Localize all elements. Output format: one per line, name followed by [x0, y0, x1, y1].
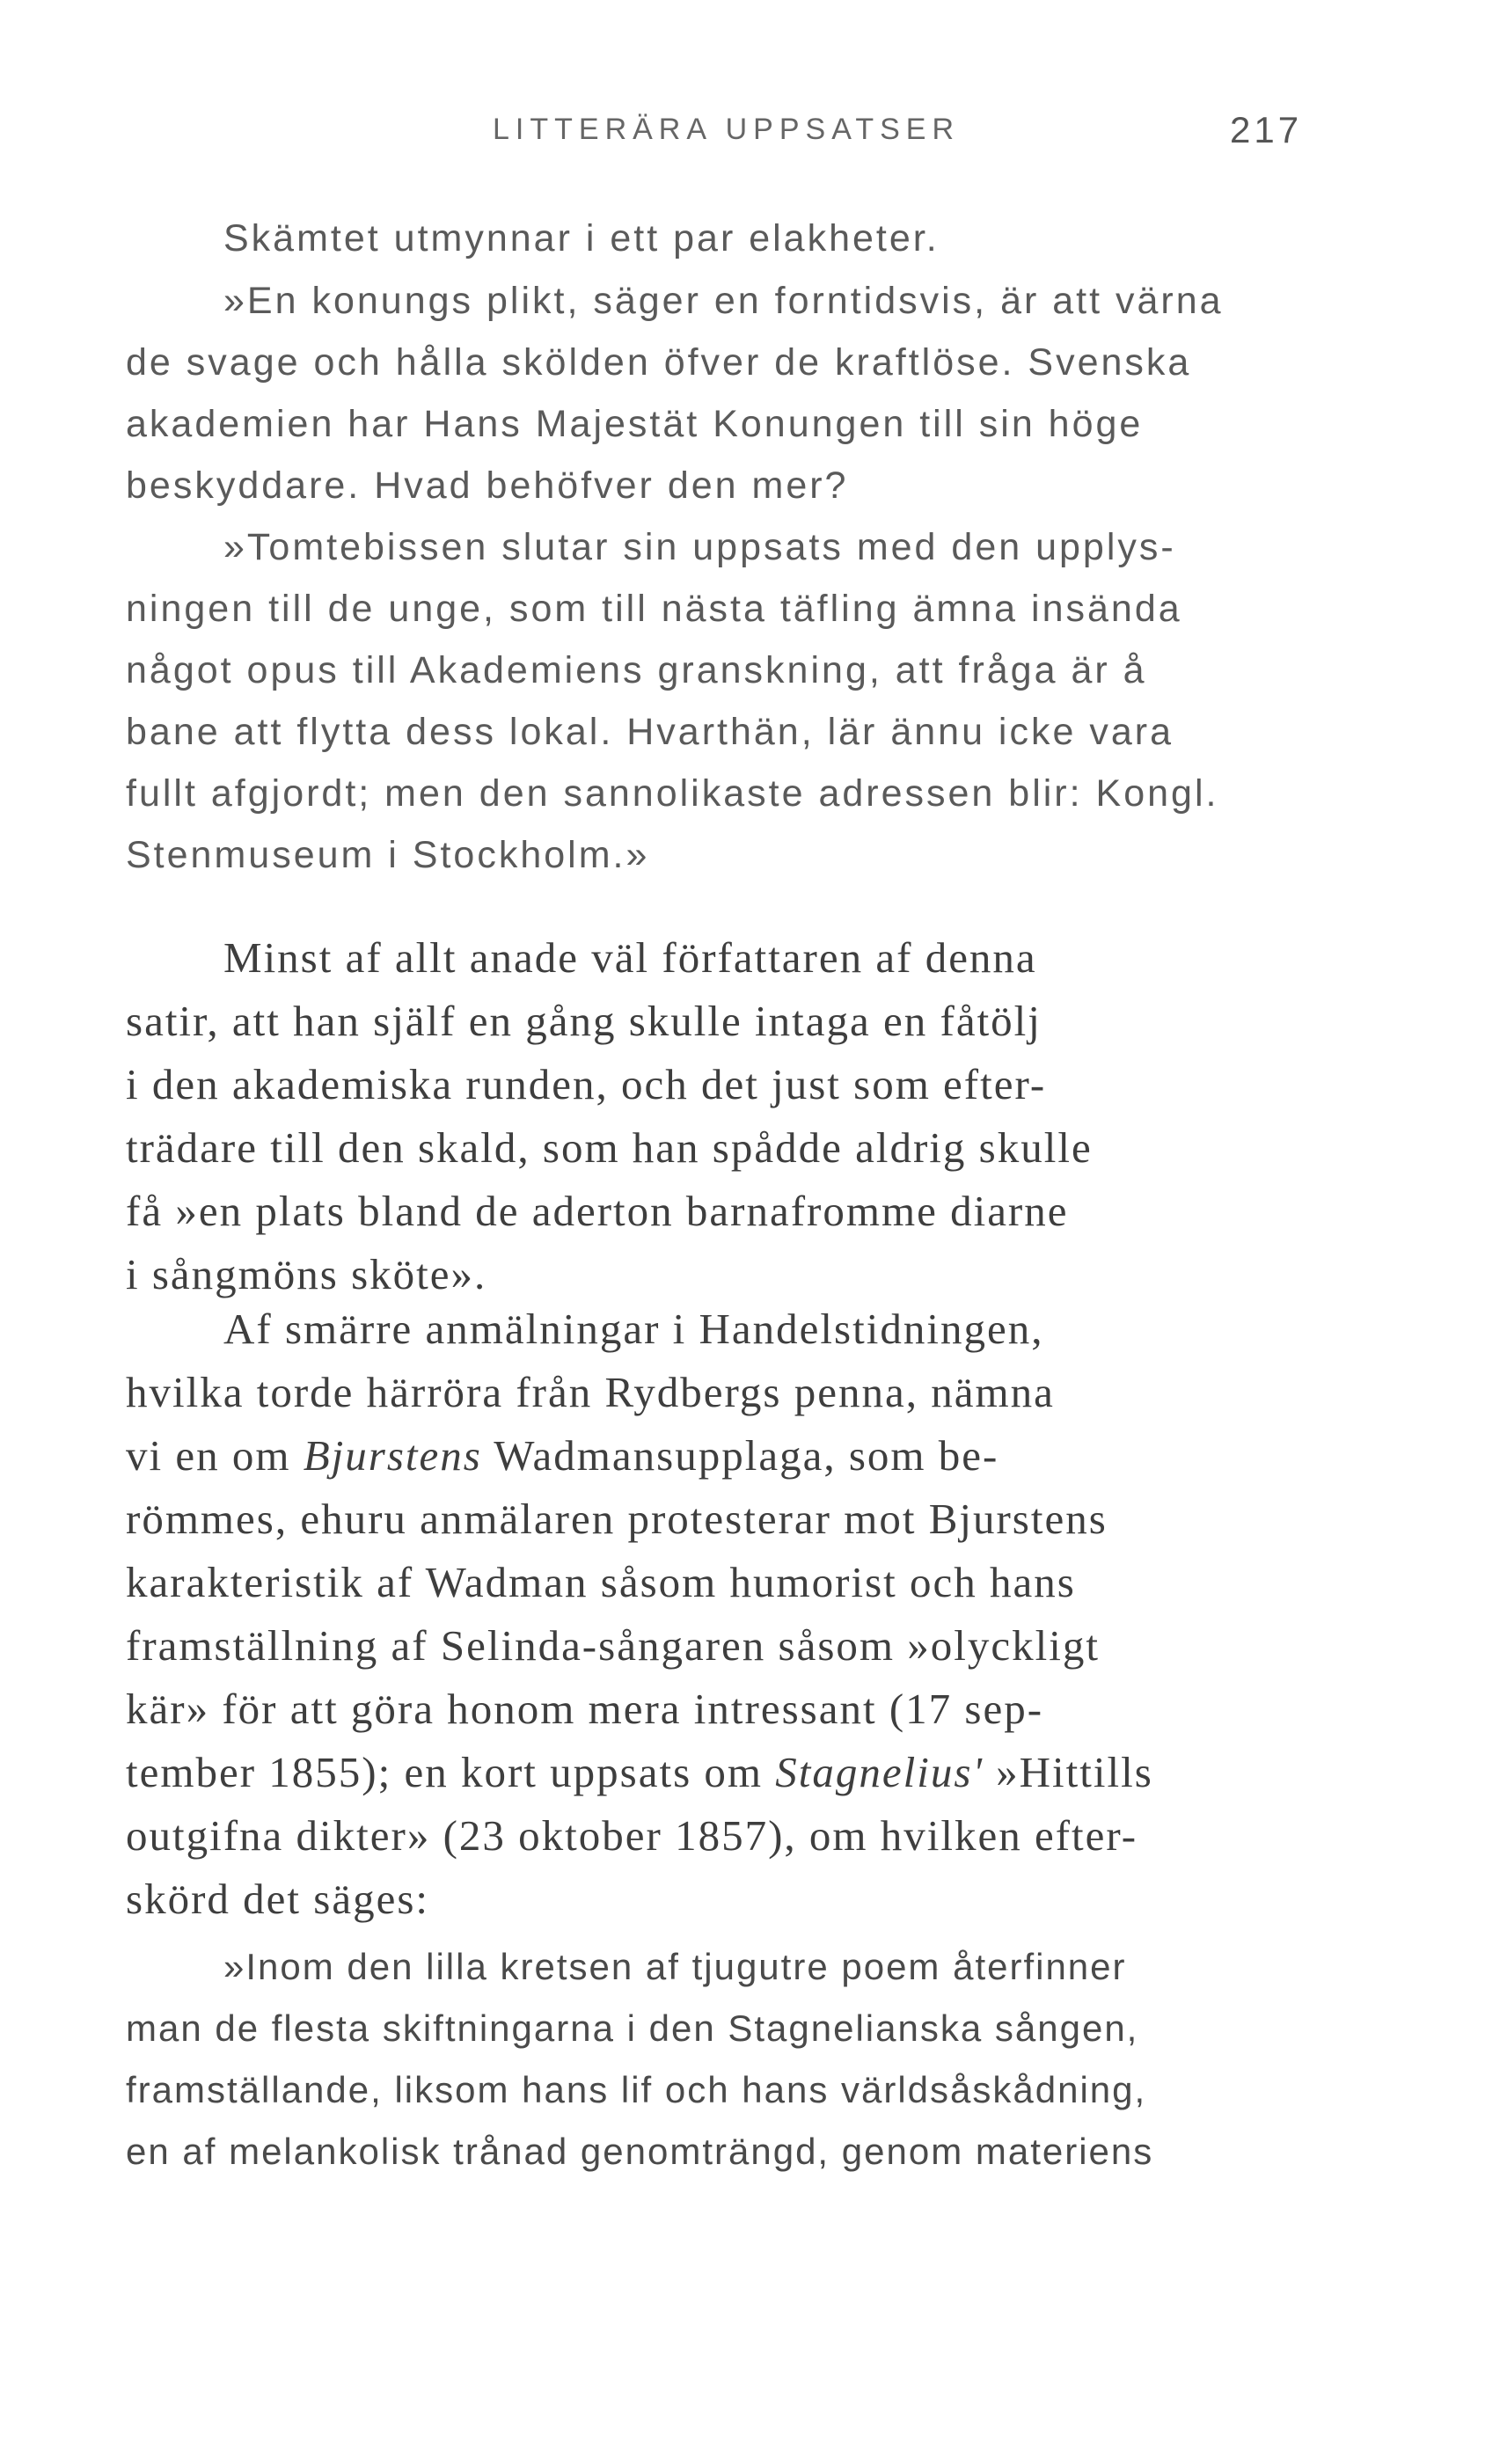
text-line: Stenmuseum i Stockholm.» — [126, 834, 650, 876]
text-line: hvilka torde härröra från Rydbergs penna, nämna — [126, 1368, 1055, 1416]
text-line: ningen till de unge, som till nästa täfling ämna insända — [126, 588, 1182, 630]
page-number: 217 — [1230, 109, 1303, 150]
text-line: outgifna dikter» (23 oktober 1857), om hvilken efter- — [126, 1811, 1138, 1860]
text-line: man de flesta skiftningarna i den Stagnelianska sången, — [126, 2007, 1139, 2049]
text-line: »Inom den lilla kretsen af tjugutre poem återfinner — [223, 1946, 1127, 1987]
text-line — [126, 1430, 999, 1481]
text-line: satir, att han själf en gång skulle intaga en fåtölj — [126, 997, 1042, 1045]
text-line: något opus till Akademiens granskning, att fråga är å — [126, 649, 1147, 691]
text-line: bane att flytta dess lokal. Hvarthän, lär ännu icke vara — [126, 711, 1174, 753]
text-line: de svage och hålla skölden öfver de kraftlöse. Svenska — [126, 341, 1192, 384]
text-segment: Wadmansupplaga, som be- — [481, 1431, 999, 1480]
author-name-italic: Bjurstens — [303, 1431, 482, 1480]
text-segment: »Hittills — [983, 1748, 1153, 1796]
running-header: LITTERÄRA UPPSATSER — [493, 113, 961, 146]
text-line: Skämtet utmynnar i ett par elakheter. — [223, 217, 940, 260]
text-line: framställning af Selinda-sångaren såsom »olyckligt — [126, 1621, 1100, 1670]
text-line: framställande, liksom hans lif och hans världsåskådning, — [126, 2069, 1147, 2110]
text-line: »En konungs plikt, säger en forntidsvis, är att värna — [223, 280, 1224, 322]
text-line: beskyddare. Hvad behöfver den mer? — [126, 464, 849, 507]
text-line: karakteristik af Wadman såsom humorist och hans — [126, 1558, 1076, 1606]
text-segment: tember 1855); en kort uppsats om — [126, 1748, 776, 1796]
text-segment: vi en om — [126, 1431, 304, 1480]
text-line: Minst af allt anade väl författaren af denna — [223, 933, 1037, 982]
text-line: Af smärre anmälningar i Handelstidningen, — [223, 1305, 1044, 1353]
text-line: en af melankolisk trånad genomträngd, genom materiens — [126, 2131, 1154, 2172]
text-line: få »en plats bland de aderton barnafromme diarne — [126, 1187, 1069, 1235]
text-line: kär» för att göra honom mera intressant (17 sep- — [126, 1685, 1044, 1733]
text-line: fullt afgjordt; men den sannolikaste adressen blir: Kongl. — [126, 772, 1219, 815]
text-line: römmes, ehuru anmälaren protesterar mot Bjurstens — [126, 1495, 1108, 1543]
text-line: »Tomtebissen slutar sin uppsats med den upplys- — [223, 526, 1176, 568]
text-line — [126, 1747, 1153, 1797]
text-line: i sångmöns sköte». — [126, 1250, 487, 1298]
author-name-italic: Stagnelius' — [775, 1748, 984, 1796]
text-line: trädare till den skald, som han spådde aldrig skulle — [126, 1123, 1093, 1172]
text-line: akademien har Hans Majestät Konungen till sin höge — [126, 403, 1144, 445]
text-line: skörd det säges: — [126, 1875, 429, 1923]
text-line: i den akademiska runden, och det just som efter- — [126, 1060, 1047, 1108]
